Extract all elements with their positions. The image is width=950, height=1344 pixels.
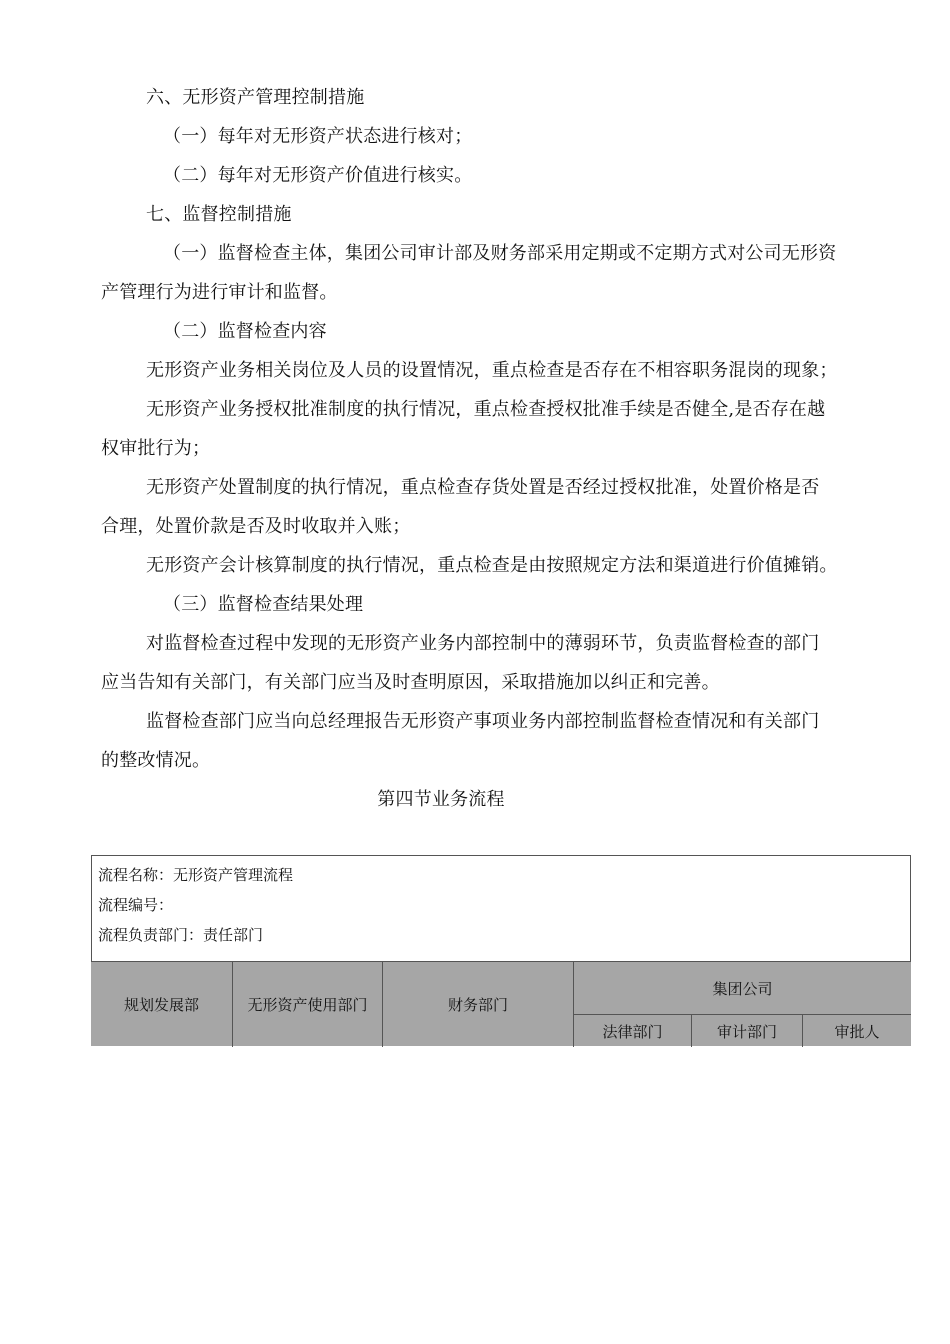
list-item: （二）每年对无形资产价值进行核实。 <box>163 165 473 186</box>
list-item-continuation: 产管理行为进行审计和监督。 <box>101 282 338 303</box>
column-finance: 财务部门 <box>383 962 574 1047</box>
process-number: 流程编号： <box>98 896 174 914</box>
list-item: （二）监督检查内容 <box>163 321 327 342</box>
heading-six: 六、无形资产管理控制措施 <box>146 87 365 108</box>
heading-seven: 七、监督控制措施 <box>146 204 292 225</box>
paragraph: 无形资产处置制度的执行情况，重点检查存货处置是否经过授权批准，处置价格是否 <box>146 477 820 498</box>
table-header <box>91 961 911 1046</box>
paragraph: 无形资产业务相关岗位及人员的设置情况，重点检查是否存在不相容职务混岗的现象； <box>146 360 838 381</box>
list-item: （一）每年对无形资产状态进行核对； <box>163 126 473 147</box>
section-title: 第四节业务流程 <box>377 789 505 810</box>
process-name: 流程名称：无形资产管理流程 <box>98 866 294 884</box>
list-item: （一）监督检查主体，集团公司审计部及财务部采用定期或不定期方式对公司无形资 <box>163 243 837 264</box>
paragraph-continuation: 合理，处置价款是否及时收取并入账； <box>101 516 411 537</box>
process-flow-table <box>91 855 911 1045</box>
paragraph: 对监督检查过程中发现的无形资产业务内部控制中的薄弱环节，负责监督检查的部门 <box>146 633 820 654</box>
paragraph-continuation: 应当告知有关部门，有关部门应当及时查明原因，采取措施加以纠正和完善。 <box>101 672 720 693</box>
column-audit: 审计部门 <box>692 1014 803 1047</box>
paragraph-continuation: 的整改情况。 <box>101 750 211 771</box>
column-user-dept: 无形资产使用部门 <box>233 962 383 1047</box>
column-approver: 审批人 <box>803 1014 911 1047</box>
column-group: 集团公司 <box>712 979 773 998</box>
list-item: （三）监督检查结果处理 <box>163 594 364 615</box>
paragraph: 无形资产会计核算制度的执行情况，重点检查是由按照规定方法和渠道进行价值摊销。 <box>146 555 838 576</box>
column-planning: 规划发展部 <box>91 962 233 1047</box>
process-owner: 流程负责部门：责任部门 <box>98 926 264 944</box>
paragraph-continuation: 权审批行为； <box>101 438 211 459</box>
paragraph: 无形资产业务授权批准制度的执行情况，重点检查授权批准手续是否健全,是否存在越 <box>146 399 826 420</box>
column-legal: 法律部门 <box>574 1014 692 1047</box>
paragraph: 监督检查部门应当向总经理报告无形资产事项业务内部控制监督检查情况和有关部门 <box>146 711 820 732</box>
